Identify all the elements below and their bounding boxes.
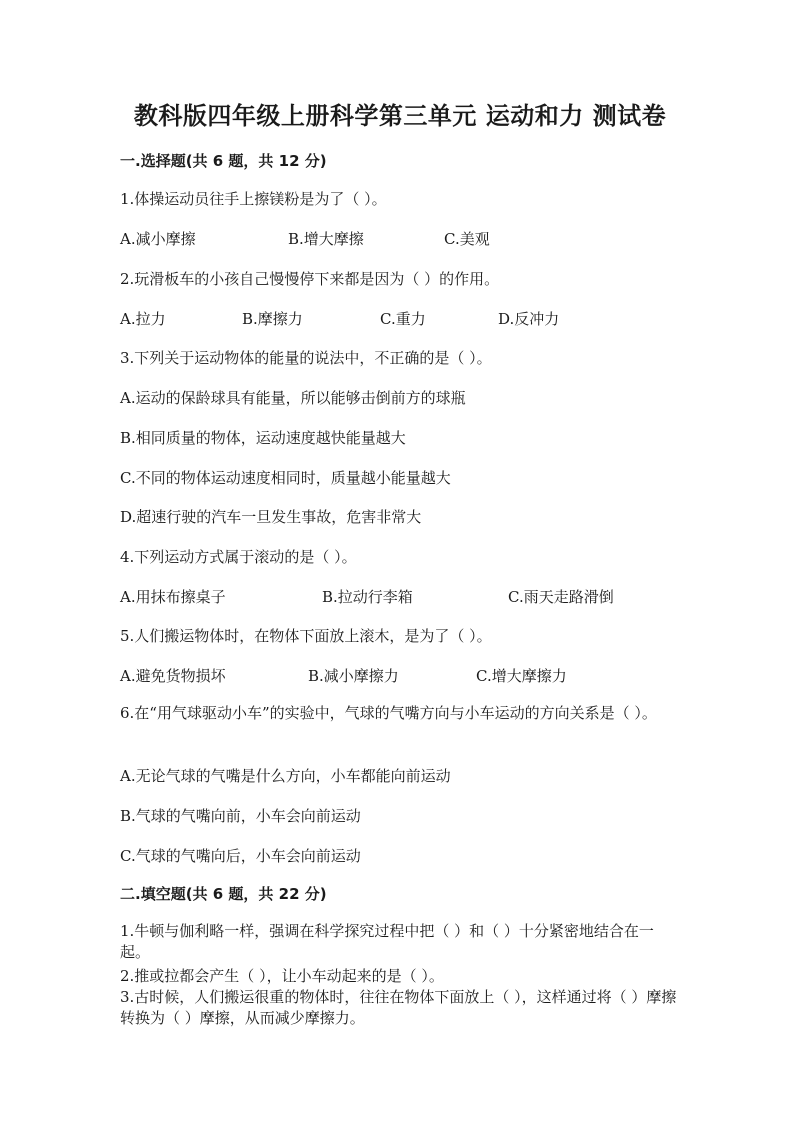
option-c: C.增大摩擦力	[476, 667, 567, 685]
fill-blank-question: 2.推或拉都会产生（ ），让小车动起来的是（ ）。	[120, 967, 444, 985]
option-c: C.雨天走路滑倒	[508, 588, 614, 606]
option-c: C.不同的物体运动速度相同时，质量越小能量越大	[120, 469, 451, 487]
option-b: B.减小摩擦力	[308, 667, 399, 685]
option-b: B.气球的气嘴向前，小车会向前运动	[120, 807, 361, 825]
section-heading-fill-blank: 二.填空题(共 6 题，共 22 分)	[120, 885, 327, 903]
question-stem: 1.体操运动员往手上擦镁粉是为了（ ）。	[120, 190, 387, 208]
option-a: A.运动的保龄球具有能量，所以能够击倒前方的球瓶	[120, 389, 466, 407]
option-d: D.超速行驶的汽车一旦发生事故，危害非常大	[120, 508, 422, 526]
option-a: A.无论气球的气嘴是什么方向，小车都能向前运动	[120, 767, 451, 785]
option-a: A.拉力	[120, 310, 166, 328]
question-stem: 2.玩滑板车的小孩自己慢慢停下来都是因为（ ）的作用。	[120, 270, 500, 288]
section-heading-choice: 一.选择题(共 6 题，共 12 分)	[120, 152, 327, 170]
question-stem: 6.在“用气球驱动小车”的实验中，气球的气嘴方向与小车运动的方向关系是（ ）。	[120, 704, 657, 722]
option-b: B.增大摩擦	[288, 230, 364, 248]
option-a: A.用抹布擦桌子	[120, 588, 226, 606]
option-b: B.摩擦力	[242, 310, 303, 328]
question-stem: 5.人们搬运物体时，在物体下面放上滚木，是为了（ ）。	[120, 627, 492, 645]
fill-blank-question: 1.牛顿与伽利略一样，强调在科学探究过程中把（ ）和（ ）十分紧密地结合在一起。	[120, 922, 654, 961]
option-c: C.气球的气嘴向后，小车会向前运动	[120, 847, 361, 865]
option-d: D.反冲力	[498, 310, 560, 328]
option-b: B.拉动行李箱	[322, 588, 413, 606]
question-stem: 4.下列运动方式属于滚动的是（ ）。	[120, 548, 357, 566]
page-title: 教科版四年级上册科学第三单元 运动和力 测试卷	[133, 102, 667, 130]
option-c: C.美观	[444, 230, 490, 248]
option-a: A.避免货物损坏	[120, 667, 226, 685]
question-stem: 3.下列关于运动物体的能量的说法中，不正确的是（ ）。	[120, 349, 492, 367]
fill-blank-question: 3.古时候，人们搬运很重的物体时，往往在物体下面放上（ ），这样通过将（ ）摩擦转换为（ ）摩擦，从而减少摩擦力。	[120, 988, 677, 1027]
option-b: B.相同质量的物体，运动速度越快能量越大	[120, 429, 406, 447]
option-c: C.重力	[380, 310, 426, 328]
option-a: A.减小摩擦	[120, 230, 196, 248]
